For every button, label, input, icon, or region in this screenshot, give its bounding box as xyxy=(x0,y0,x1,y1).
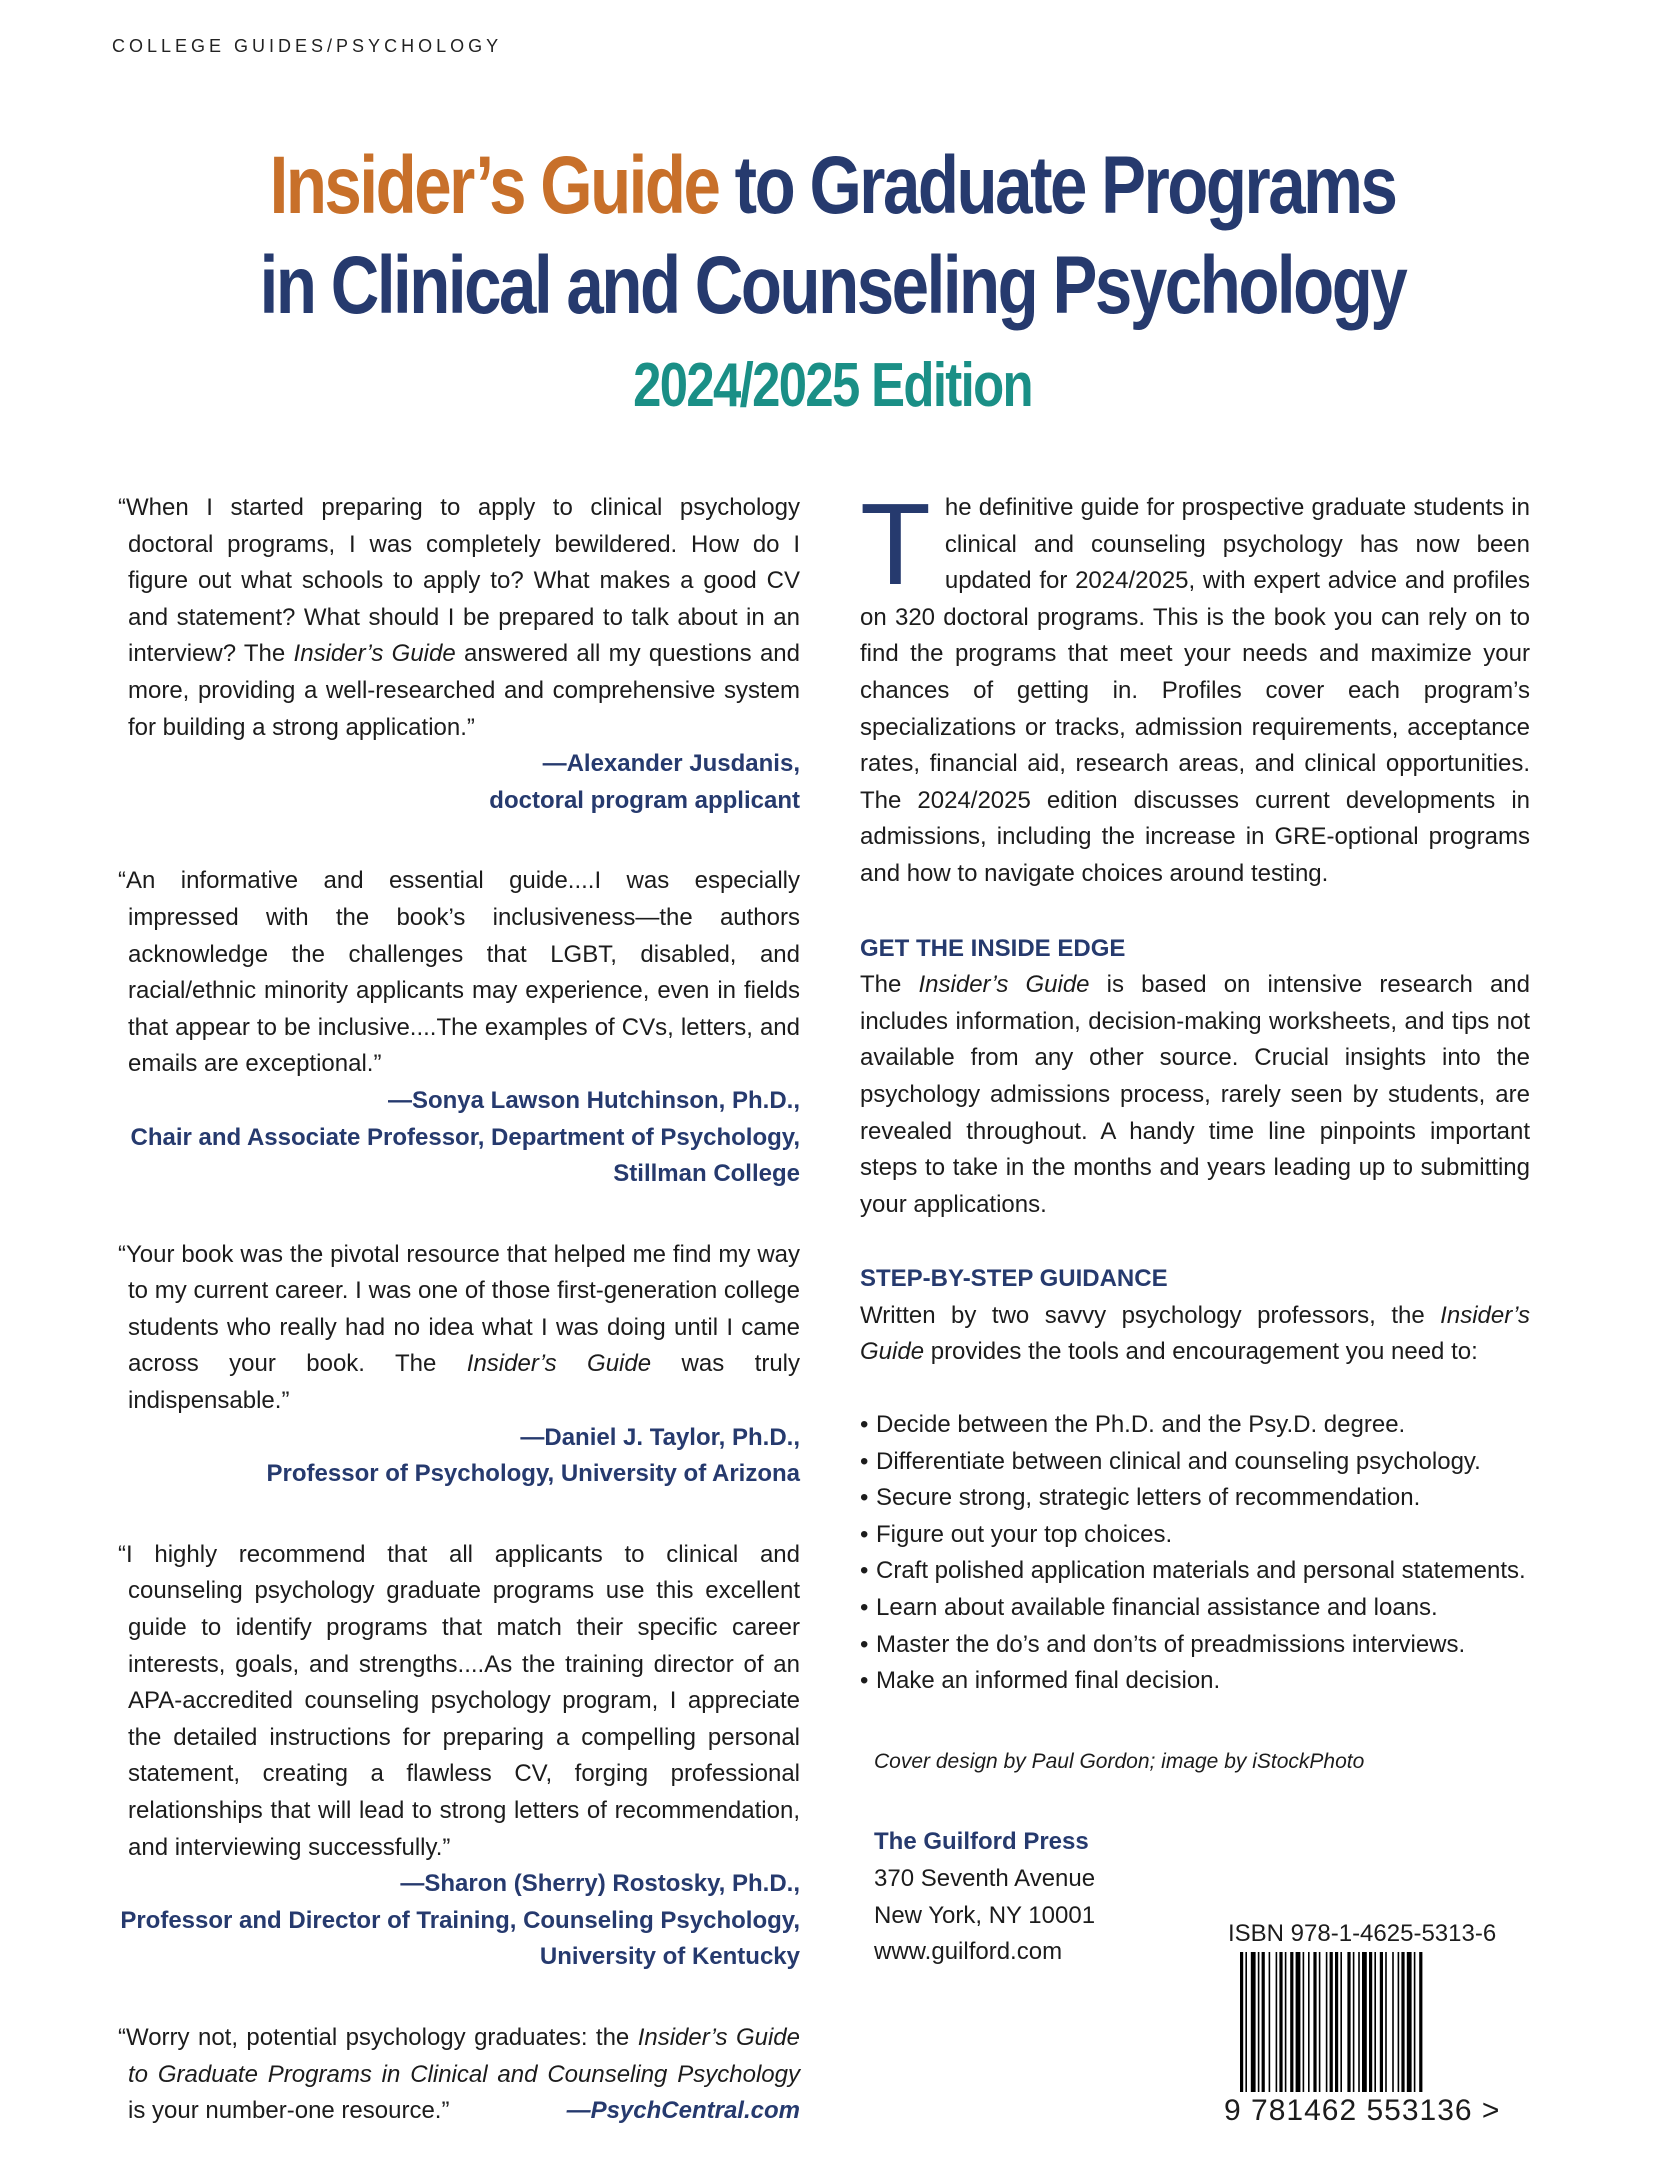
title-block xyxy=(0,136,1665,426)
inside-edge-text-after: is based on intensive research and includes information, decision-making worksheets, and tips not available from any other source. Crucial insights into the psychology admissions process, rarely seen by students, are revealed throughout. A handy time line pinpoints important steps to take in the months and years leading up to submitting your applications. xyxy=(860,971,1530,1218)
attribution-name: —Sharon (Sherry) Rostosky, Ph.D., xyxy=(400,1870,800,1898)
list-item: • Decide between the Ph.D. and the Psy.D. degree. xyxy=(860,1407,1530,1444)
testimonial-italic: Insider’s Guide xyxy=(466,1350,652,1378)
testimonial-text: “I highly recommend that all applicants to clinical and counseling psychology graduate programs use this excellent guide to identify programs that match their specific career interests, goals, and strengths....As the training director of an APA-accredited counseling psychology program, I appreciate the detailed instructions for preparing a compelling personal statement, creating a flawless CV, forging professional relationships that will lead to strong letters of recommendation, and interviewing successfully.” xyxy=(118,1540,800,1861)
guidance-list xyxy=(860,1407,1530,1700)
title-accent: Insider’s Guide xyxy=(269,140,719,231)
testimonial xyxy=(112,863,800,1192)
attribution-role: Professor and Director of Training, Counseling Psychology, xyxy=(120,1906,800,1934)
edition-label: 2024/2025 Edition xyxy=(633,351,1032,420)
testimonial-text: “Your book was the pivotal resource that helped me find my way to my current career. I was one of those first-generation college students who really had no idea what I was doing until I came across your book. The xyxy=(118,1240,800,1378)
testimonial-text: “Worry not, potential psychology graduates: the xyxy=(118,2023,638,2051)
list-item: • Make an informed final decision. xyxy=(860,1663,1530,1700)
attribution-affiliation: University of Kentucky xyxy=(539,1943,800,1971)
barcode-digits: 9 781462 553136 > xyxy=(1224,2094,1501,2127)
inside-edge-italic: Insider’s Guide xyxy=(918,971,1090,999)
drop-cap: T xyxy=(860,479,931,609)
publisher-name: The Guilford Press xyxy=(874,1828,1089,1856)
barcode-icon xyxy=(1240,1952,1500,2092)
inside-edge-heading: GET THE INSIDE EDGE xyxy=(860,934,1126,962)
testimonial-text: “An informative and essential guide....I was especially impressed with the book’s inclusiveness—the authors acknowledge the challenges that LGBT, disabled, and racial/ethnic minority applicants may experience, even in fields that appear to be inclusive....The examples of CVs, letters, and emails are exceptional.” xyxy=(118,867,800,1078)
title-line-1-rest: to Graduate Programs xyxy=(718,140,1396,231)
isbn-label: ISBN 978-1-4625-5313-6 xyxy=(1228,1920,1497,1947)
intro-text: he definitive guide for prospective graduate students in clinical and counseling psychology has now been updated for 2024/2025, with expert advice and profiles on 320 doctoral programs. This is the book you can rely on to find the programs that meet your needs and maximize your chances of getting in. Profiles cover each program’s specializations or tracks, admission requirements, acceptance rates, financial aid, research areas, and clinical opportunities. The 2024/2025 edition discusses current developments in admissions, including the increase in GRE-optional programs and how to navigate choices around testing. xyxy=(860,494,1530,887)
list-item: • Craft polished application materials and personal statements. xyxy=(860,1553,1530,1590)
description-column xyxy=(860,479,1530,1971)
testimonial-attribution xyxy=(112,1866,800,1976)
testimonial-text-after: answered all my questions and more, providing a well-researched and comprehensive system for building a strong application.” xyxy=(128,640,800,741)
attribution-role: Chair and Associate Professor, Department of Psychology, xyxy=(130,1123,800,1151)
testimonial-attribution xyxy=(112,1420,800,1493)
guidance-text-after: provides the tools and encouragement you need to: xyxy=(924,1338,1478,1366)
publisher-address-line-2: New York, NY 10001 xyxy=(874,1901,1096,1929)
guidance-italic: Insider’s Guide xyxy=(860,1301,1530,1366)
publisher-block xyxy=(874,1824,1530,1970)
attribution-name: —Alexander Jusdanis, xyxy=(542,750,800,778)
intro-paragraph xyxy=(860,479,1530,893)
testimonial xyxy=(112,1237,800,1493)
testimonial-text: “When I started preparing to apply to clinical psychology doctoral programs, I was completely bewildered. How do I figure out what schools to apply to? What makes a good CV and statement? What should I be prepared to talk about in an interview? The xyxy=(118,494,800,668)
testimonials-column xyxy=(112,490,800,2174)
testimonial-attribution xyxy=(112,1083,800,1193)
list-item: • Differentiate between clinical and counseling psychology. xyxy=(860,1444,1530,1481)
attribution-role: doctoral program applicant xyxy=(489,786,800,814)
testimonial-text-after: was truly indispensable.” xyxy=(128,1350,800,1415)
testimonial xyxy=(112,490,800,819)
title-line-1 xyxy=(150,136,1515,236)
attribution-name: —Sonya Lawson Hutchinson, Ph.D., xyxy=(387,1086,800,1114)
testimonial xyxy=(112,2020,800,2130)
cover-credit: Cover design by Paul Gordon; image by iStockPhoto xyxy=(874,1749,1365,1773)
testimonial-italic: Insider’s Guide to Graduate Programs in Clinical and Counseling Psychology xyxy=(128,2023,800,2088)
guidance-heading: STEP-BY-STEP GUIDANCE xyxy=(860,1265,1168,1293)
publisher-address-line-1: 370 Seventh Avenue xyxy=(874,1865,1096,1892)
testimonial-attribution xyxy=(112,746,800,819)
testimonial-italic: Insider’s Guide xyxy=(293,640,456,668)
list-item: • Learn about available financial assistance and loans. xyxy=(860,1590,1530,1627)
testimonial xyxy=(112,1537,800,1976)
attribution-role: Professor of Psychology, University of Arizona xyxy=(266,1460,800,1488)
inside-edge-text: The xyxy=(860,971,919,999)
attribution-name: —Daniel J. Taylor, Ph.D., xyxy=(520,1423,800,1451)
attribution-affiliation: Stillman College xyxy=(613,1160,800,1188)
title-line-2: in Clinical and Counseling Psychology xyxy=(259,240,1406,331)
guidance-body xyxy=(860,1298,1530,1371)
inside-edge-body xyxy=(860,967,1530,1223)
guidance-text: Written by two savvy psychology professors, the xyxy=(860,1301,1441,1329)
list-item: • Secure strong, strategic letters of recommendation. xyxy=(860,1480,1530,1517)
publisher-website: www.guilford.com xyxy=(874,1938,1063,1966)
testimonial-text-after: is your number-one resource.” xyxy=(128,2097,450,2125)
category-label: COLLEGE GUIDES/PSYCHOLOGY xyxy=(112,36,503,56)
list-item: • Master the do’s and don’ts of preadmissions interviews. xyxy=(860,1627,1530,1664)
testimonial-attribution: —PsychCentral.com xyxy=(566,2097,800,2125)
list-item: • Figure out your top choices. xyxy=(860,1517,1530,1554)
